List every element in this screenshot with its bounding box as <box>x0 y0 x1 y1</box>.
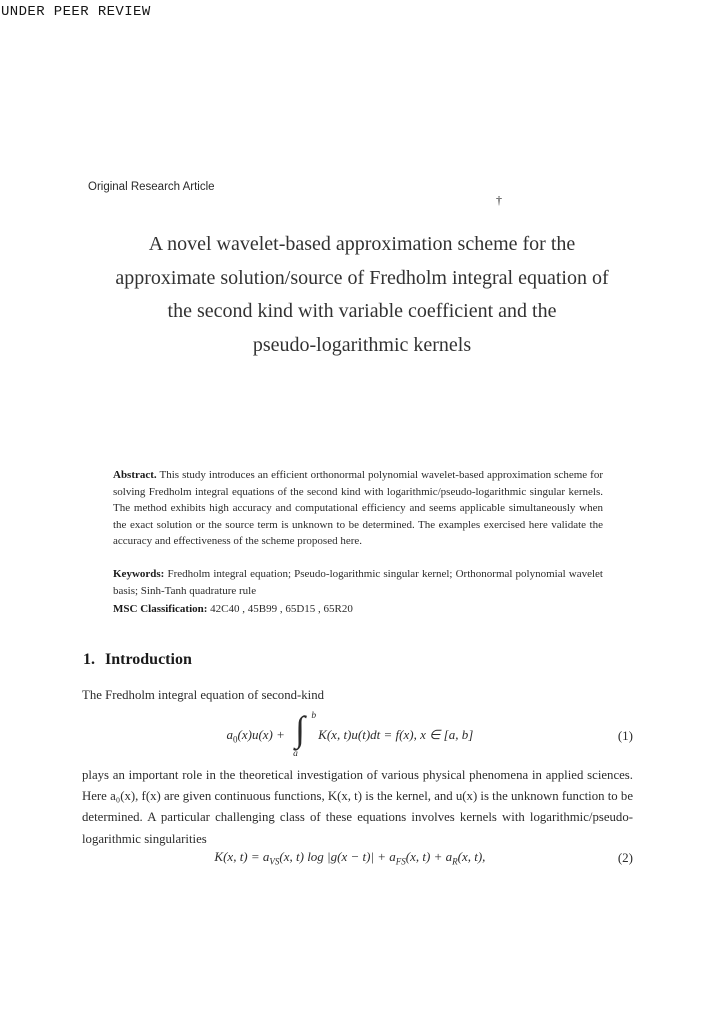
keywords-label: Keywords: <box>113 568 165 580</box>
equation-1-row <box>82 710 633 762</box>
abstract-text: This study introduces an efficient orthonormal polynomial wavelet-based approximation scheme for solving Fredholm integral equations of the second kind with logarithmic/pseudo-logarithmic singular kernels. The method exhibits high accuracy and computational efficiency and seems applicable simultaneously when the exact solution or the source term is unknown to be determined. The examples exercised here validate the accuracy and effectiveness of the scheme proposed here. <box>113 469 603 548</box>
integral-symbol <box>290 709 317 759</box>
article-type-label: Original Research Article <box>88 181 215 193</box>
equation-2 <box>82 849 618 867</box>
equation-2-row <box>82 845 633 871</box>
eq2-seg2: (x, t) log |g(x − t)| + a <box>279 849 396 865</box>
equation-1 <box>82 709 618 759</box>
msc-text: 42C40 , 45B99 , 65D15 , 65R20 <box>207 603 353 615</box>
eq1-var-a: a <box>226 726 234 742</box>
section-number: 1. <box>83 651 95 668</box>
eq2-sub-vs: VS <box>269 856 280 867</box>
equation-1-number: (1) <box>617 728 633 743</box>
section-title: Introduction <box>105 651 192 668</box>
eq1-seg1: (x)u(x) + <box>237 726 289 742</box>
equation-2-number: (2) <box>617 850 633 865</box>
eq2-sub-fs: FS <box>395 856 406 867</box>
abstract-label: Abstract. <box>113 469 157 481</box>
title-line-2: approximate solution/source of Fredholm integral equation of <box>115 266 609 289</box>
msc-label: MSC Classification: <box>113 603 208 615</box>
integral-upper-limit: b <box>311 711 317 721</box>
peer-review-banner: UNDER PEER REVIEW <box>1 4 151 20</box>
keywords-text: Fredholm integral equation; Pseudo-logarithmic singular kernel; Orthonormal polynomial wavelet basis; Sinh-Tanh quadrature rule <box>113 568 603 597</box>
intro-paragraph: plays an important role in the theoretical investigation of various physical phenomena in applied sciences. Here a₀(x), f(x) are given continuous functions, K(x, t) is the kernel, and u(x) is the unknown function to be determined. A particular challenging class of these equations involves kernels with logarithmic/pseudo-logarithmic singularities <box>82 768 633 846</box>
eq2-seg1: K(x, t) = a <box>214 849 270 865</box>
msc-section <box>113 601 603 618</box>
title-line-4: pseudo-logarithmic kernels <box>252 333 472 356</box>
eq1-sub-0: 0 <box>233 734 238 745</box>
title-line-3: the second kind with variable coefficient and the <box>167 300 557 323</box>
integral-glyph: ∫ <box>295 709 306 749</box>
eq2-seg4: (x, t), <box>457 849 486 865</box>
eq1-seg2: K(x, t)u(t)dt = f(x), x ∈ [a, b] <box>318 726 474 742</box>
eq2-seg3: (x, t) + a <box>405 849 453 865</box>
intro-lead-text: The Fredholm integral equation of second-kind <box>82 688 325 702</box>
section-heading-introduction <box>83 651 192 669</box>
title-line-1: A novel wavelet-based approximation scheme for the <box>148 233 576 255</box>
eq2-sub-r: R <box>452 856 458 867</box>
paper-title <box>42 228 682 362</box>
abstract-section <box>113 467 603 550</box>
dagger-mark: † <box>496 193 502 207</box>
integral-lower-limit: a <box>293 749 298 759</box>
keywords-section <box>113 566 603 599</box>
